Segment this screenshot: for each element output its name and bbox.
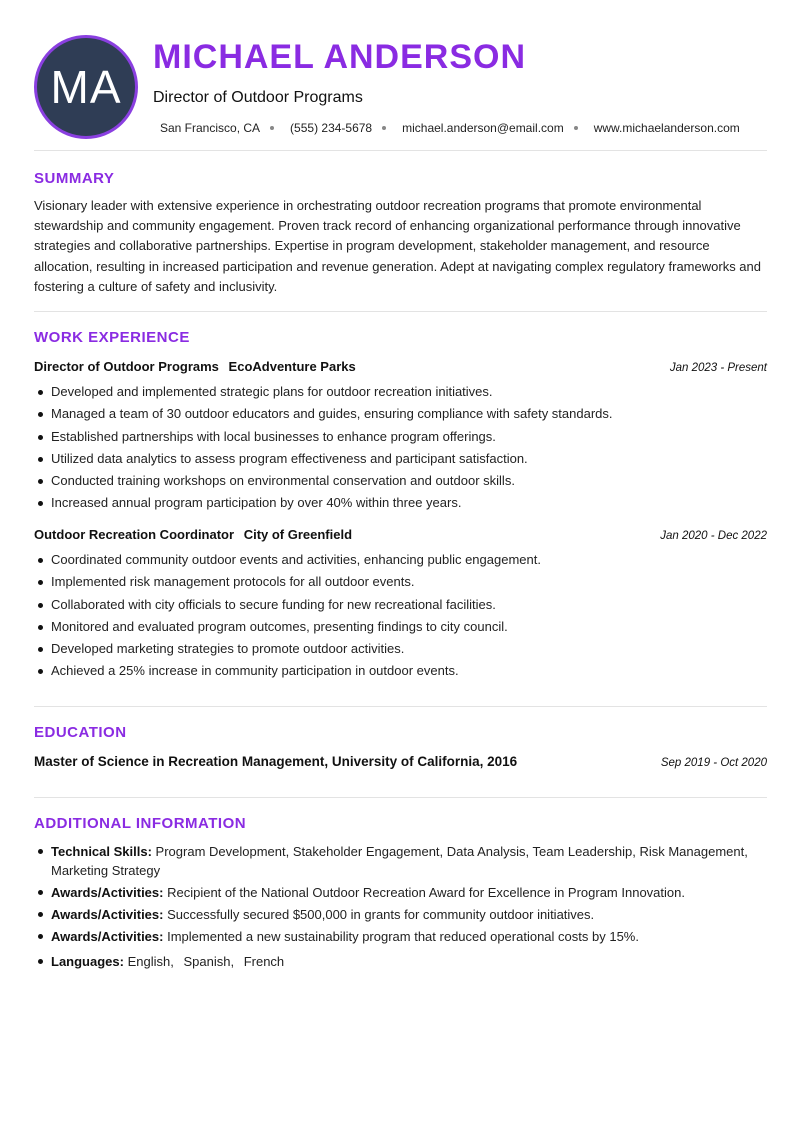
candidate-name: MICHAEL ANDERSON (153, 38, 527, 76)
divider (34, 150, 767, 151)
education-heading: EDUCATION (34, 724, 127, 741)
job-dates: Jan 2020 - Dec 2022 (660, 530, 767, 542)
item-text: Program Development, Stakeholder Engagement, Data Analysis, Team Leadership, Risk Management, Marketing Strategy (51, 844, 748, 878)
list-item: Established partnerships with local businesses to enhance program offerings. (34, 426, 767, 448)
list-item: Increased annual program participation by over 40% within three years. (34, 492, 767, 514)
list-item: Coordinated community outdoor events and activities, enhancing public engagement. (34, 549, 767, 571)
job-header (34, 527, 767, 544)
list-item: Collaborated with city officials to secure funding for new recreational facilities. (34, 594, 767, 616)
languages-label: Languages: (51, 954, 124, 969)
avatar-initials: MA (50, 61, 122, 113)
job-role: Outdoor Recreation Coordinator (34, 527, 235, 542)
item-label: Awards/Activities: (51, 907, 164, 922)
job-company: City of Greenfield (243, 527, 353, 542)
contact-separator (270, 126, 274, 130)
contact-separator (382, 126, 386, 130)
contact-phone: (555) 234-5678 (290, 121, 373, 135)
list-item (34, 842, 767, 880)
contact-line (160, 120, 740, 136)
divider (34, 706, 767, 707)
list-item: Developed marketing strategies to promote outdoor activities. (34, 638, 767, 660)
languages-list (128, 954, 285, 969)
education-entry (34, 754, 767, 771)
list-item: Developed and implemented strategic plans for outdoor recreation initiatives. (34, 381, 767, 403)
additional-info-heading: ADDITIONAL INFORMATION (34, 815, 247, 832)
item-text: Successfully secured $500,000 in grants for community outdoor initiatives. (167, 907, 595, 922)
list-item: Conducted training workshops on environmental conservation and outdoor skills. (34, 470, 767, 492)
avatar (34, 35, 138, 139)
item-label: Technical Skills: (51, 844, 152, 859)
language: Spanish, (183, 954, 235, 969)
list-item (34, 905, 767, 924)
language: English, (127, 954, 174, 969)
list-item: Managed a team of 30 outdoor educators and guides, ensuring compliance with safety standards. (34, 403, 767, 425)
divider (34, 311, 767, 312)
contact-email: michael.anderson@email.com (402, 121, 564, 135)
contact-website: www.michaelanderson.com (593, 121, 740, 135)
divider (34, 797, 767, 798)
item-text: Implemented a new sustainability program that reduced operational costs by 15%. (167, 929, 639, 944)
job-company: EcoAdventure Parks (228, 359, 356, 374)
list-item: Implemented risk management protocols for all outdoor events. (34, 571, 767, 593)
summary-text: Visionary leader with extensive experience in orchestrating outdoor recreation programs that promote environmental stewardship and community engagement. Proven track record of enhancing organizational performance through innovative strategies and collaborative partnerships. Expertise in program development, stakeholder management, and resource allocation, resulting in increased participation and revenue generation. Adept at navigating complex regulatory frameworks and fostering a culture of safety and inclusivity. (34, 198, 761, 294)
additional-info-list (34, 842, 767, 974)
education-dates: Sep 2019 - Oct 2020 (660, 757, 767, 769)
list-item: Monitored and evaluated program outcomes, presenting findings to city council. (34, 616, 767, 638)
item-label: Awards/Activities: (51, 885, 164, 900)
list-item (34, 927, 767, 946)
job-dates: Jan 2023 - Present (669, 362, 767, 374)
job-header (34, 359, 767, 376)
language: French (243, 954, 285, 969)
item-text: Recipient of the National Outdoor Recreation Award for Excellence in Program Innovation. (167, 885, 685, 900)
languages-item (34, 952, 767, 971)
contact-location: San Francisco, CA (160, 121, 261, 135)
job-bullets (34, 381, 767, 515)
candidate-title: Director of Outdoor Programs (153, 89, 363, 106)
contact-separator (574, 126, 578, 130)
work-experience-heading: WORK EXPERIENCE (34, 329, 190, 346)
list-item (34, 883, 767, 902)
item-label: Awards/Activities: (51, 929, 164, 944)
list-item: Achieved a 25% increase in community participation in outdoor events. (34, 660, 767, 682)
job-bullets (34, 549, 767, 683)
summary-heading: SUMMARY (34, 170, 115, 187)
list-item: Utilized data analytics to assess program effectiveness and participant satisfaction. (34, 448, 767, 470)
education-degree: Master of Science in Recreation Management, University of California, 2016 (34, 754, 518, 769)
job-role: Director of Outdoor Programs (34, 359, 219, 374)
